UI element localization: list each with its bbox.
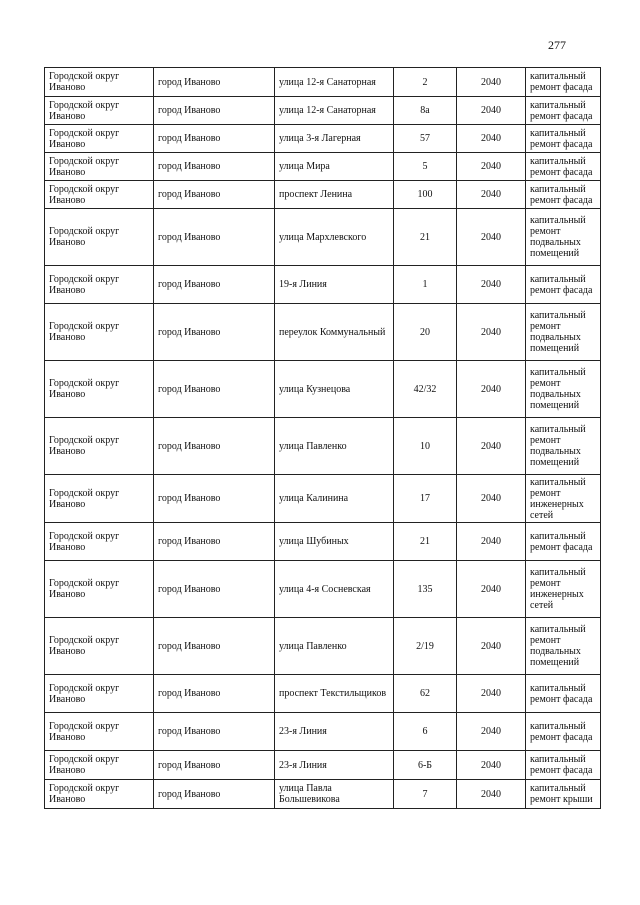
table-row xyxy=(45,125,601,153)
year-cell: 2040 xyxy=(457,181,526,209)
house-number-cell: 6-Б xyxy=(394,751,457,780)
street-cell: улица Павла Большевикова xyxy=(275,780,394,809)
city-cell: город Иваново xyxy=(154,304,275,361)
house-number-cell: 42/32 xyxy=(394,361,457,418)
table-row xyxy=(45,181,601,209)
street-cell: улица 12-я Санаторная xyxy=(275,97,394,125)
table-row xyxy=(45,153,601,181)
district-cell: Городской округ Иваново xyxy=(45,97,154,125)
year-cell: 2040 xyxy=(457,304,526,361)
table-row xyxy=(45,304,601,361)
city-cell: город Иваново xyxy=(154,153,275,181)
house-number-cell: 7 xyxy=(394,780,457,809)
table-row xyxy=(45,266,601,304)
street-cell: 19-я Линия xyxy=(275,266,394,304)
work-type-cell: капитальный ремонт крыши xyxy=(526,780,601,809)
street-cell: улица Калинина xyxy=(275,475,394,523)
district-cell: Городской округ Иваново xyxy=(45,209,154,266)
year-cell: 2040 xyxy=(457,418,526,475)
district-cell: Городской округ Иваново xyxy=(45,304,154,361)
table-row xyxy=(45,713,601,751)
city-cell: город Иваново xyxy=(154,780,275,809)
house-number-cell: 1 xyxy=(394,266,457,304)
work-type-cell: капитальный ремонт фасада xyxy=(526,125,601,153)
district-cell: Городской округ Иваново xyxy=(45,780,154,809)
work-type-cell: капитальный ремонт инженерных сетей xyxy=(526,561,601,618)
work-type-cell: капитальный ремонт фасада xyxy=(526,523,601,561)
table-row xyxy=(45,418,601,475)
district-cell: Городской округ Иваново xyxy=(45,125,154,153)
work-type-cell: капитальный ремонт подвальных помещений xyxy=(526,418,601,475)
table-row xyxy=(45,751,601,780)
year-cell: 2040 xyxy=(457,125,526,153)
district-cell: Городской округ Иваново xyxy=(45,153,154,181)
city-cell: город Иваново xyxy=(154,209,275,266)
year-cell: 2040 xyxy=(457,266,526,304)
district-cell: Городской округ Иваново xyxy=(45,751,154,780)
house-number-cell: 2 xyxy=(394,68,457,97)
house-number-cell: 5 xyxy=(394,153,457,181)
city-cell: город Иваново xyxy=(154,97,275,125)
district-cell: Городской округ Иваново xyxy=(45,181,154,209)
district-cell: Городской округ Иваново xyxy=(45,713,154,751)
street-cell: улица Мира xyxy=(275,153,394,181)
year-cell: 2040 xyxy=(457,618,526,675)
house-number-cell: 8а xyxy=(394,97,457,125)
house-number-cell: 62 xyxy=(394,675,457,713)
street-cell: улица Шубиных xyxy=(275,523,394,561)
street-cell: проспект Ленина xyxy=(275,181,394,209)
house-number-cell: 57 xyxy=(394,125,457,153)
house-number-cell: 21 xyxy=(394,523,457,561)
table-row xyxy=(45,475,601,523)
year-cell: 2040 xyxy=(457,209,526,266)
year-cell: 2040 xyxy=(457,561,526,618)
city-cell: город Иваново xyxy=(154,618,275,675)
street-cell: улица Мархлевского xyxy=(275,209,394,266)
city-cell: город Иваново xyxy=(154,561,275,618)
city-cell: город Иваново xyxy=(154,361,275,418)
city-cell: город Иваново xyxy=(154,713,275,751)
house-number-cell: 10 xyxy=(394,418,457,475)
city-cell: город Иваново xyxy=(154,418,275,475)
house-number-cell: 21 xyxy=(394,209,457,266)
table-row xyxy=(45,523,601,561)
district-cell: Городской округ Иваново xyxy=(45,266,154,304)
district-cell: Городской округ Иваново xyxy=(45,618,154,675)
year-cell: 2040 xyxy=(457,153,526,181)
district-cell: Городской округ Иваново xyxy=(45,475,154,523)
year-cell: 2040 xyxy=(457,675,526,713)
page-number: 277 xyxy=(548,38,566,52)
district-cell: Городской округ Иваново xyxy=(45,418,154,475)
city-cell: город Иваново xyxy=(154,181,275,209)
year-cell: 2040 xyxy=(457,68,526,97)
city-cell: город Иваново xyxy=(154,751,275,780)
street-cell: улица 12-я Санаторная xyxy=(275,68,394,97)
year-cell: 2040 xyxy=(457,523,526,561)
table-row xyxy=(45,675,601,713)
work-type-cell: капитальный ремонт фасада xyxy=(526,713,601,751)
street-cell: улица Кузнецова xyxy=(275,361,394,418)
work-type-cell: капитальный ремонт фасада xyxy=(526,751,601,780)
city-cell: город Иваново xyxy=(154,266,275,304)
house-number-cell: 100 xyxy=(394,181,457,209)
work-type-cell: капитальный ремонт фасада xyxy=(526,266,601,304)
table-row xyxy=(45,361,601,418)
table-row xyxy=(45,561,601,618)
city-cell: город Иваново xyxy=(154,68,275,97)
table-row xyxy=(45,618,601,675)
year-cell: 2040 xyxy=(457,751,526,780)
work-type-cell: капитальный ремонт подвальных помещений xyxy=(526,209,601,266)
work-type-cell: капитальный ремонт фасада xyxy=(526,68,601,97)
street-cell: 23-я Линия xyxy=(275,713,394,751)
year-cell: 2040 xyxy=(457,361,526,418)
district-cell: Городской округ Иваново xyxy=(45,675,154,713)
street-cell: улица Павленко xyxy=(275,418,394,475)
repair-registry-table xyxy=(44,67,601,809)
street-cell: улица 3-я Лагерная xyxy=(275,125,394,153)
work-type-cell: капитальный ремонт фасада xyxy=(526,153,601,181)
year-cell: 2040 xyxy=(457,713,526,751)
table-row xyxy=(45,97,601,125)
district-cell: Городской округ Иваново xyxy=(45,68,154,97)
district-cell: Городской округ Иваново xyxy=(45,361,154,418)
house-number-cell: 135 xyxy=(394,561,457,618)
table-body xyxy=(45,68,601,809)
house-number-cell: 2/19 xyxy=(394,618,457,675)
city-cell: город Иваново xyxy=(154,125,275,153)
year-cell: 2040 xyxy=(457,475,526,523)
city-cell: город Иваново xyxy=(154,675,275,713)
district-cell: Городской округ Иваново xyxy=(45,523,154,561)
house-number-cell: 20 xyxy=(394,304,457,361)
district-cell: Городской округ Иваново xyxy=(45,561,154,618)
street-cell: 23-я Линия xyxy=(275,751,394,780)
work-type-cell: капитальный ремонт фасада xyxy=(526,181,601,209)
work-type-cell: капитальный ремонт подвальных помещений xyxy=(526,361,601,418)
work-type-cell: капитальный ремонт фасада xyxy=(526,675,601,713)
city-cell: город Иваново xyxy=(154,475,275,523)
house-number-cell: 17 xyxy=(394,475,457,523)
street-cell: улица Павленко xyxy=(275,618,394,675)
city-cell: город Иваново xyxy=(154,523,275,561)
work-type-cell: капитальный ремонт фасада xyxy=(526,97,601,125)
table-row xyxy=(45,209,601,266)
work-type-cell: капитальный ремонт инженерных сетей xyxy=(526,475,601,523)
street-cell: проспект Текстильщиков xyxy=(275,675,394,713)
work-type-cell: капитальный ремонт подвальных помещений xyxy=(526,618,601,675)
table-row xyxy=(45,68,601,97)
table-row xyxy=(45,780,601,809)
street-cell: улица 4-я Сосневская xyxy=(275,561,394,618)
street-cell: переулок Коммунальный xyxy=(275,304,394,361)
work-type-cell: капитальный ремонт подвальных помещений xyxy=(526,304,601,361)
year-cell: 2040 xyxy=(457,780,526,809)
house-number-cell: 6 xyxy=(394,713,457,751)
year-cell: 2040 xyxy=(457,97,526,125)
